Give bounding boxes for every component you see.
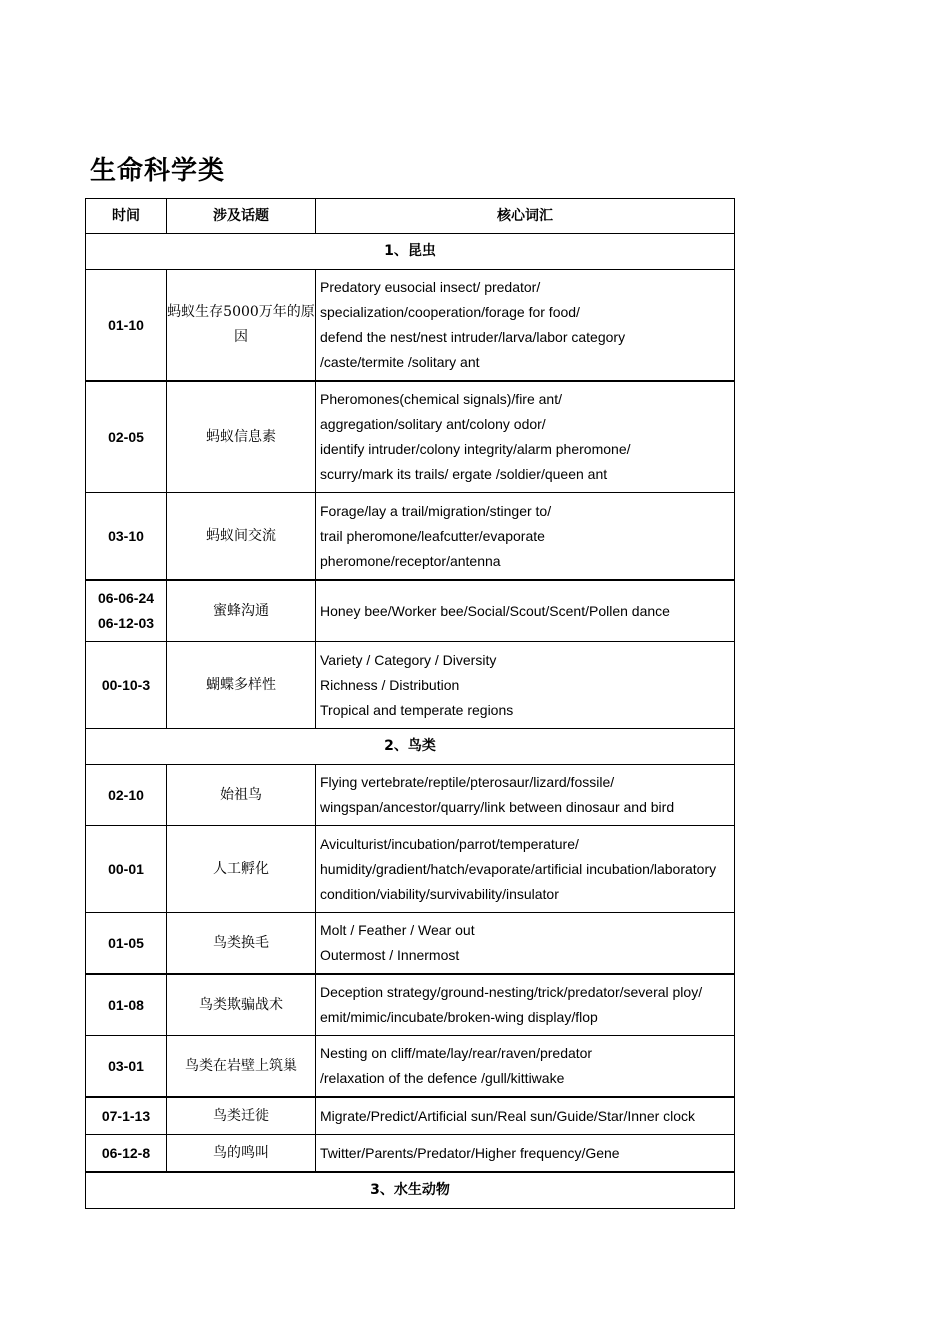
table-row — [86, 642, 735, 729]
date-cell — [86, 974, 167, 1036]
topic-cell: 鸟类在岩壁上筑巢 — [167, 1036, 316, 1098]
topic-cell: 鸟类欺骗战术 — [167, 974, 316, 1036]
keywords-line: Honey bee/Worker bee/Social/Scout/Scent/Pollen dance — [320, 602, 670, 619]
table-row — [86, 1135, 735, 1173]
date-cell — [86, 270, 167, 382]
keywords-line: Nesting on cliff/mate/lay/rear/raven/predator — [320, 1045, 593, 1061]
date-value: 06-12-03 — [97, 615, 155, 631]
date-value: 02-05 — [108, 428, 144, 445]
vocabulary-table — [85, 198, 735, 1209]
keywords-line: emit/mimic/incubate/broken-wing display/flop — [320, 1009, 598, 1025]
keywords-line: scurry/mark its trails/ ergate /soldier/queen ant — [320, 466, 608, 482]
date-cell — [86, 1036, 167, 1098]
header-words: 核心词汇 — [316, 199, 735, 234]
date-cell — [86, 642, 167, 729]
date-value: 07-1-13 — [101, 1107, 151, 1124]
date-value: 01-10 — [108, 316, 144, 333]
date-value: 00-10-3 — [101, 676, 151, 693]
keywords-line: wingspan/ancestor/quarry/link between dinosaur and bird — [320, 799, 675, 815]
date-cell — [86, 765, 167, 826]
keywords-line: Variety / Category / Diversity — [320, 651, 497, 668]
date-value: 02-10 — [108, 786, 144, 803]
date-cell — [86, 493, 167, 581]
header-topic: 涉及话题 — [167, 199, 316, 234]
table-row — [86, 580, 735, 642]
keywords-cell — [316, 493, 735, 581]
date-cell — [86, 580, 167, 642]
keywords-line: Molt / Feather / Wear out — [320, 922, 475, 938]
topic-cell: 蚂蚁间交流 — [167, 493, 316, 581]
table-row — [86, 765, 735, 826]
keywords-line: /relaxation of the defence /gull/kittiwake — [320, 1070, 565, 1086]
section-heading: 3、水生动物 — [86, 1172, 735, 1209]
keywords-line: Forage/lay a trail/migration/stinger to/ — [320, 502, 552, 519]
topic-cell: 鸟类换毛 — [167, 913, 316, 975]
keywords-line: Pheromones(chemical signals)/fire ant/ — [320, 391, 562, 407]
table-row — [86, 1097, 735, 1135]
header-date: 时间 — [86, 199, 167, 234]
keywords-line: Outermost / Innermost — [320, 947, 460, 963]
section-heading-row — [86, 729, 735, 765]
date-cell — [86, 826, 167, 913]
date-value: 06-12-8 — [101, 1144, 151, 1161]
date-value: 00-01 — [108, 860, 144, 877]
section-heading-row — [86, 1172, 735, 1209]
date-value: 03-10 — [108, 527, 144, 544]
date-cell — [86, 913, 167, 975]
topic-cell: 人工孵化 — [167, 826, 316, 913]
keywords-line: Aviculturist/incubation/parrot/temperature/ — [320, 835, 579, 852]
page-title: 生命科学类 — [90, 156, 226, 186]
keywords-cell — [316, 1097, 735, 1135]
keywords-line: Twitter/Parents/Predator/Higher frequency/Gene — [320, 1144, 620, 1161]
table-row — [86, 1036, 735, 1098]
keywords-line: Flying vertebrate/reptile/pterosaur/lizard/fossile/ — [320, 774, 615, 790]
date-cell — [86, 1097, 167, 1135]
keywords-cell — [316, 974, 735, 1036]
table-row — [86, 974, 735, 1036]
keywords-cell — [316, 270, 735, 382]
keywords-line: humidity/gradient/hatch/evaporate/artificial incubation/laboratory — [320, 860, 717, 877]
topic-cell: 蚂蚁信息素 — [167, 381, 316, 493]
keywords-line: Richness / Distribution — [320, 676, 460, 693]
keywords-cell — [316, 642, 735, 729]
date-cell — [86, 381, 167, 493]
keywords-line: /caste/termite /solitary ant — [320, 354, 480, 370]
keywords-line: Predatory eusocial insect/ predator/ — [320, 279, 541, 295]
table-row — [86, 381, 735, 493]
keywords-line: trail pheromone/leafcutter/evaporate — [320, 527, 545, 544]
date-value: 06-06-24 — [97, 590, 155, 606]
table-row — [86, 913, 735, 975]
topic-cell: 蝴蝶多样性 — [167, 642, 316, 729]
topic-cell: 鸟的鸣叫 — [167, 1135, 316, 1173]
section-heading: 1、昆虫 — [86, 234, 735, 270]
keywords-cell — [316, 765, 735, 826]
keywords-line: specialization/cooperation/forage for food/ — [320, 304, 580, 320]
keywords-line: aggregation/solitary ant/colony odor/ — [320, 416, 546, 432]
keywords-cell — [316, 1135, 735, 1173]
section-heading: 2、鸟类 — [86, 729, 735, 765]
keywords-cell — [316, 1036, 735, 1098]
topic-cell: 蚂蚁生存5000万年的原因 — [167, 270, 316, 382]
date-value: 03-01 — [108, 1057, 144, 1074]
keywords-line: Tropical and temperate regions — [320, 701, 514, 718]
date-cell — [86, 1135, 167, 1173]
keywords-cell — [316, 580, 735, 642]
keywords-cell — [316, 826, 735, 913]
topic-cell: 鸟类迁徙 — [167, 1097, 316, 1135]
date-value: 01-05 — [108, 934, 144, 951]
table-row — [86, 493, 735, 581]
table-header-row — [86, 199, 735, 234]
table-row — [86, 270, 735, 382]
keywords-line: defend the nest/nest intruder/larva/labor category — [320, 329, 626, 345]
keywords-line: Deception strategy/ground-nesting/trick/predator/several ploy/ — [320, 984, 703, 1000]
topic-cell: 蜜蜂沟通 — [167, 580, 316, 642]
topic-cell: 始祖鸟 — [167, 765, 316, 826]
table-row — [86, 826, 735, 913]
section-heading-row — [86, 234, 735, 270]
keywords-line: Migrate/Predict/Artificial sun/Real sun/Guide/Star/Inner clock — [320, 1107, 696, 1124]
date-value: 01-08 — [108, 996, 144, 1013]
keywords-cell — [316, 913, 735, 975]
keywords-line: condition/viability/survivability/insulator — [320, 885, 559, 902]
keywords-line: pheromone/receptor/antenna — [320, 552, 501, 569]
keywords-cell — [316, 381, 735, 493]
keywords-line: identify intruder/colony integrity/alarm pheromone/ — [320, 441, 631, 457]
